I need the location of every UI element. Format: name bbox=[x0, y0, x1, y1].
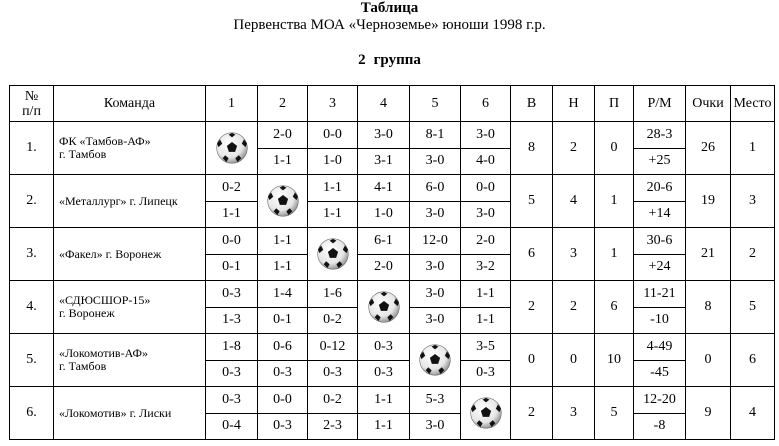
wins-value: 2 bbox=[511, 281, 553, 334]
points-value: 26 bbox=[686, 122, 731, 175]
team-name-line2: г. Тамбов bbox=[59, 147, 107, 161]
soccer-ball-icon bbox=[258, 184, 307, 218]
score-first-leg: 3-0 bbox=[461, 122, 511, 149]
goals-value: 28-3 bbox=[634, 122, 686, 149]
goals-value: 20-6 bbox=[634, 175, 686, 202]
score-second-leg: 0-1 bbox=[206, 254, 258, 281]
header-col-6: 6 bbox=[461, 86, 511, 122]
header-place: Место bbox=[731, 86, 775, 122]
points-value: 19 bbox=[686, 175, 731, 228]
team-name-line2: г. Воронеж bbox=[59, 306, 115, 320]
draws-value: 4 bbox=[553, 175, 595, 228]
header-num-line2: п/п bbox=[22, 103, 41, 119]
score-second-leg: 1-1 bbox=[258, 148, 308, 175]
team-name-line2: г. Тамбов bbox=[59, 359, 107, 373]
table-row bbox=[10, 281, 775, 308]
score-second-leg: 0-3 bbox=[258, 360, 308, 387]
team-name-line1: «Локомотив» г. Лиски bbox=[59, 405, 172, 420]
team-name bbox=[54, 334, 206, 387]
goal-difference-value: +14 bbox=[634, 201, 686, 228]
header-col-5: 5 bbox=[410, 86, 461, 122]
standings-table bbox=[9, 85, 775, 440]
goals-value: 12-20 bbox=[634, 387, 686, 414]
header-points: Очки bbox=[686, 86, 731, 122]
soccer-ball-icon bbox=[358, 290, 409, 324]
row-number: 6. bbox=[10, 387, 54, 440]
goal-difference-value: -8 bbox=[634, 413, 686, 440]
header-num bbox=[10, 86, 54, 122]
points-value: 9 bbox=[686, 387, 731, 440]
team-name bbox=[54, 175, 206, 228]
team-name-line1: «Факел» г. Воронеж bbox=[59, 246, 162, 261]
score-second-leg: 1-0 bbox=[308, 148, 358, 175]
row-number: 3. bbox=[10, 228, 54, 281]
table-subtitle: Первенства МОА «Черноземье» юноши 1998 г.р. bbox=[233, 17, 546, 33]
losses-value: 0 bbox=[595, 122, 634, 175]
losses-value: 1 bbox=[595, 228, 634, 281]
score-first-leg: 1-8 bbox=[206, 334, 258, 361]
row-number: 1. bbox=[10, 122, 54, 175]
score-first-leg: 12-0 bbox=[410, 228, 461, 255]
draws-value: 2 bbox=[553, 122, 595, 175]
header-col-2: 2 bbox=[258, 86, 308, 122]
header-goals: Р/М bbox=[634, 86, 686, 122]
score-first-leg: 0-3 bbox=[206, 387, 258, 414]
score-first-leg: 1-1 bbox=[308, 175, 358, 202]
score-second-leg: 3-0 bbox=[410, 148, 461, 175]
score-second-leg: 1-1 bbox=[206, 201, 258, 228]
soccer-ball-icon bbox=[206, 131, 257, 165]
table-row bbox=[10, 387, 775, 414]
score-first-leg: 0-3 bbox=[358, 334, 410, 361]
score-second-leg: 2-0 bbox=[358, 254, 410, 281]
place-value: 6 bbox=[731, 334, 775, 387]
team-name-line1: «Металлург» г. Липецк bbox=[59, 193, 178, 208]
score-first-leg: 3-5 bbox=[461, 334, 511, 361]
score-second-leg: 3-0 bbox=[410, 307, 461, 334]
score-second-leg: 0-3 bbox=[308, 360, 358, 387]
group-word: группа bbox=[373, 52, 421, 68]
score-first-leg: 8-1 bbox=[410, 122, 461, 149]
score-second-leg: 0-2 bbox=[308, 307, 358, 334]
score-first-leg: 0-2 bbox=[308, 387, 358, 414]
place-value: 5 bbox=[731, 281, 775, 334]
score-first-leg: 0-0 bbox=[308, 122, 358, 149]
goal-difference-value: -45 bbox=[634, 360, 686, 387]
score-first-leg: 2-0 bbox=[258, 122, 308, 149]
score-first-leg: 0-0 bbox=[461, 175, 511, 202]
place-value: 3 bbox=[731, 175, 775, 228]
table-row bbox=[10, 228, 775, 255]
score-second-leg: 1-0 bbox=[358, 201, 410, 228]
self-match-cell bbox=[358, 281, 410, 334]
score-second-leg: 3-0 bbox=[410, 201, 461, 228]
header-col-1: 1 bbox=[206, 86, 258, 122]
group-number: 2 bbox=[358, 52, 366, 68]
team-name bbox=[54, 228, 206, 281]
score-second-leg: 1-1 bbox=[461, 307, 511, 334]
team-name-line1: ФК «Тамбов-АФ» bbox=[59, 134, 151, 148]
team-name-line1: «СДЮСШОР-15» bbox=[59, 293, 151, 307]
score-second-leg: 3-0 bbox=[461, 201, 511, 228]
goal-difference-value: +25 bbox=[634, 148, 686, 175]
team-name-line1: «Локомотив-АФ» bbox=[59, 346, 148, 360]
score-first-leg: 1-1 bbox=[358, 387, 410, 414]
header-num-line1: № bbox=[24, 88, 39, 104]
goals-value: 11-21 bbox=[634, 281, 686, 308]
wins-value: 5 bbox=[511, 175, 553, 228]
score-first-leg: 3-0 bbox=[358, 122, 410, 149]
score-first-leg: 4-1 bbox=[358, 175, 410, 202]
score-second-leg: 3-0 bbox=[410, 254, 461, 281]
score-first-leg: 0-2 bbox=[206, 175, 258, 202]
score-first-leg: 1-1 bbox=[461, 281, 511, 308]
score-first-leg: 0-12 bbox=[308, 334, 358, 361]
score-first-leg: 2-0 bbox=[461, 228, 511, 255]
row-number: 5. bbox=[10, 334, 54, 387]
table-row bbox=[10, 175, 775, 202]
self-match-cell bbox=[308, 228, 358, 281]
draws-value: 0 bbox=[553, 334, 595, 387]
score-second-leg: 1-1 bbox=[358, 413, 410, 440]
score-second-leg: 0-3 bbox=[461, 360, 511, 387]
losses-value: 10 bbox=[595, 334, 634, 387]
header-wins: В bbox=[511, 86, 553, 122]
self-match-cell bbox=[258, 175, 308, 228]
goals-value: 4-49 bbox=[634, 334, 686, 361]
self-match-cell bbox=[461, 387, 511, 440]
goal-difference-value: +24 bbox=[634, 254, 686, 281]
soccer-ball-icon bbox=[461, 396, 510, 430]
draws-value: 3 bbox=[553, 387, 595, 440]
score-second-leg: 0-4 bbox=[206, 413, 258, 440]
soccer-ball-icon bbox=[308, 237, 357, 271]
score-second-leg: 2-3 bbox=[308, 413, 358, 440]
place-value: 4 bbox=[731, 387, 775, 440]
score-second-leg: 3-0 bbox=[410, 413, 461, 440]
losses-value: 5 bbox=[595, 387, 634, 440]
score-second-leg: 3-2 bbox=[461, 254, 511, 281]
score-first-leg: 0-0 bbox=[206, 228, 258, 255]
points-value: 0 bbox=[686, 334, 731, 387]
score-second-leg: 0-3 bbox=[258, 413, 308, 440]
draws-value: 3 bbox=[553, 228, 595, 281]
score-second-leg: 3-1 bbox=[358, 148, 410, 175]
row-number: 4. bbox=[10, 281, 54, 334]
team-name bbox=[54, 281, 206, 334]
wins-value: 8 bbox=[511, 122, 553, 175]
wins-value: 2 bbox=[511, 387, 553, 440]
table-title: Таблица bbox=[360, 0, 419, 16]
score-second-leg: 0-1 bbox=[258, 307, 308, 334]
score-second-leg: 4-0 bbox=[461, 148, 511, 175]
score-first-leg: 0-0 bbox=[258, 387, 308, 414]
score-first-leg: 1-1 bbox=[258, 228, 308, 255]
header-draws: Н bbox=[553, 86, 595, 122]
draws-value: 2 bbox=[553, 281, 595, 334]
wins-value: 0 bbox=[511, 334, 553, 387]
team-name bbox=[54, 122, 206, 175]
row-number: 2. bbox=[10, 175, 54, 228]
wins-value: 6 bbox=[511, 228, 553, 281]
score-first-leg: 6-1 bbox=[358, 228, 410, 255]
score-second-leg: 1-3 bbox=[206, 307, 258, 334]
header-col-3: 3 bbox=[308, 86, 358, 122]
score-second-leg: 1-1 bbox=[258, 254, 308, 281]
place-value: 2 bbox=[731, 228, 775, 281]
points-value: 8 bbox=[686, 281, 731, 334]
score-first-leg: 1-4 bbox=[258, 281, 308, 308]
self-match-cell bbox=[206, 122, 258, 175]
soccer-ball-icon bbox=[410, 343, 460, 377]
table-row bbox=[10, 334, 775, 361]
points-value: 21 bbox=[686, 228, 731, 281]
score-first-leg: 6-0 bbox=[410, 175, 461, 202]
score-first-leg: 0-6 bbox=[258, 334, 308, 361]
header-row bbox=[10, 86, 775, 122]
score-second-leg: 0-3 bbox=[206, 360, 258, 387]
self-match-cell bbox=[410, 334, 461, 387]
losses-value: 6 bbox=[595, 281, 634, 334]
score-second-leg: 0-3 bbox=[358, 360, 410, 387]
table-row bbox=[10, 122, 775, 149]
score-first-leg: 5-3 bbox=[410, 387, 461, 414]
header-team: Команда bbox=[54, 86, 206, 122]
place-value: 1 bbox=[731, 122, 775, 175]
losses-value: 1 bbox=[595, 175, 634, 228]
score-first-leg: 3-0 bbox=[410, 281, 461, 308]
score-second-leg: 1-1 bbox=[308, 201, 358, 228]
team-name bbox=[54, 387, 206, 440]
goal-difference-value: -10 bbox=[634, 307, 686, 334]
group-label bbox=[0, 52, 779, 69]
score-first-leg: 1-6 bbox=[308, 281, 358, 308]
goals-value: 30-6 bbox=[634, 228, 686, 255]
score-first-leg: 0-3 bbox=[206, 281, 258, 308]
header-losses: П bbox=[595, 86, 634, 122]
header-col-4: 4 bbox=[358, 86, 410, 122]
